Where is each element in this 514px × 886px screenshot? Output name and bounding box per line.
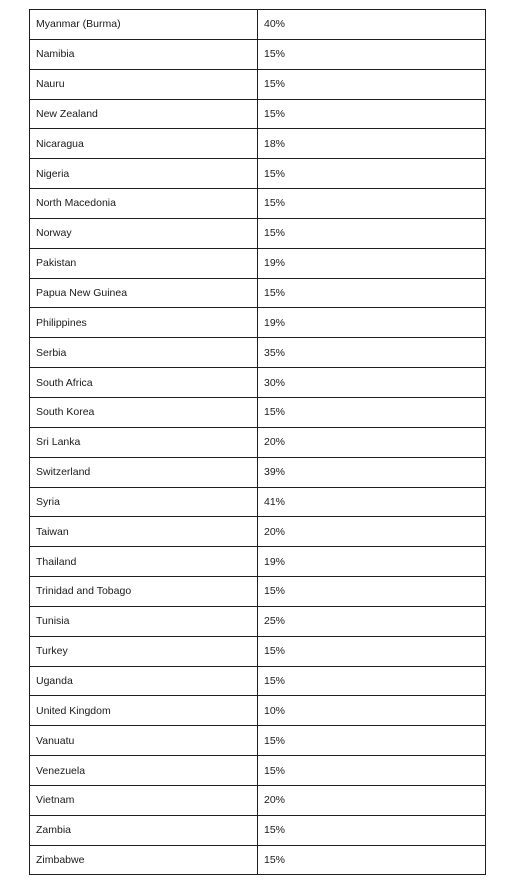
rate-cell: 19% [258,248,486,278]
country-cell: Serbia [30,338,258,368]
rate-cell: 15% [258,189,486,219]
table-row [30,129,486,159]
country-cell: Trinidad and Tobago [30,577,258,607]
country-cell: Taiwan [30,517,258,547]
country-cell: Namibia [30,39,258,69]
rate-cell: 15% [258,726,486,756]
country-cell: Uganda [30,666,258,696]
table-row [30,845,486,875]
table-row [30,666,486,696]
table-row [30,39,486,69]
country-cell: Syria [30,487,258,517]
country-cell: Nigeria [30,159,258,189]
rate-cell: 41% [258,487,486,517]
table-row [30,606,486,636]
rate-cell: 15% [258,666,486,696]
rate-cell: 15% [258,278,486,308]
country-cell: Papua New Guinea [30,278,258,308]
country-cell: Tunisia [30,606,258,636]
tariff-table-body [30,10,486,875]
table-row [30,726,486,756]
table-row [30,756,486,786]
country-cell: Vietnam [30,785,258,815]
rate-cell: 19% [258,547,486,577]
country-cell: Venezuela [30,756,258,786]
table-row [30,248,486,278]
table-row [30,397,486,427]
rate-cell: 15% [258,99,486,129]
country-cell: South Africa [30,368,258,398]
table-row [30,517,486,547]
country-cell: Myanmar (Burma) [30,10,258,40]
rate-cell: 25% [258,606,486,636]
rate-cell: 15% [258,756,486,786]
country-cell: Turkey [30,636,258,666]
country-cell: Vanuatu [30,726,258,756]
country-cell: Philippines [30,308,258,338]
country-cell: Pakistan [30,248,258,278]
country-cell: Zambia [30,815,258,845]
country-cell: Sri Lanka [30,427,258,457]
rate-cell: 20% [258,517,486,547]
table-row [30,10,486,40]
country-cell: New Zealand [30,99,258,129]
country-cell: Zimbabwe [30,845,258,875]
rate-cell: 15% [258,397,486,427]
rate-cell: 35% [258,338,486,368]
table-row [30,189,486,219]
rate-cell: 18% [258,129,486,159]
rate-cell: 10% [258,696,486,726]
rate-cell: 19% [258,308,486,338]
rate-cell: 30% [258,368,486,398]
table-row [30,159,486,189]
country-cell: Nauru [30,69,258,99]
rate-cell: 15% [258,577,486,607]
table-row [30,636,486,666]
rate-cell: 15% [258,69,486,99]
country-cell: Nicaragua [30,129,258,159]
rate-cell: 15% [258,815,486,845]
country-cell: United Kingdom [30,696,258,726]
rate-cell: 15% [258,636,486,666]
country-cell: North Macedonia [30,189,258,219]
rate-cell: 15% [258,159,486,189]
country-cell: Norway [30,218,258,248]
country-cell: Switzerland [30,457,258,487]
rate-cell: 40% [258,10,486,40]
table-row [30,785,486,815]
table-row [30,457,486,487]
table-row [30,577,486,607]
table-row [30,278,486,308]
table-row [30,815,486,845]
rate-cell: 20% [258,427,486,457]
rate-cell: 15% [258,845,486,875]
country-cell: Thailand [30,547,258,577]
table-row [30,69,486,99]
table-row [30,338,486,368]
rate-cell: 39% [258,457,486,487]
rate-cell: 15% [258,218,486,248]
table-row [30,99,486,129]
rate-cell: 15% [258,39,486,69]
country-cell: South Korea [30,397,258,427]
table-row [30,487,486,517]
tariff-table-container [29,9,485,875]
table-row [30,368,486,398]
rate-cell: 20% [258,785,486,815]
tariff-table [29,9,486,875]
table-row [30,218,486,248]
table-row [30,696,486,726]
table-row [30,308,486,338]
table-row [30,427,486,457]
table-row [30,547,486,577]
